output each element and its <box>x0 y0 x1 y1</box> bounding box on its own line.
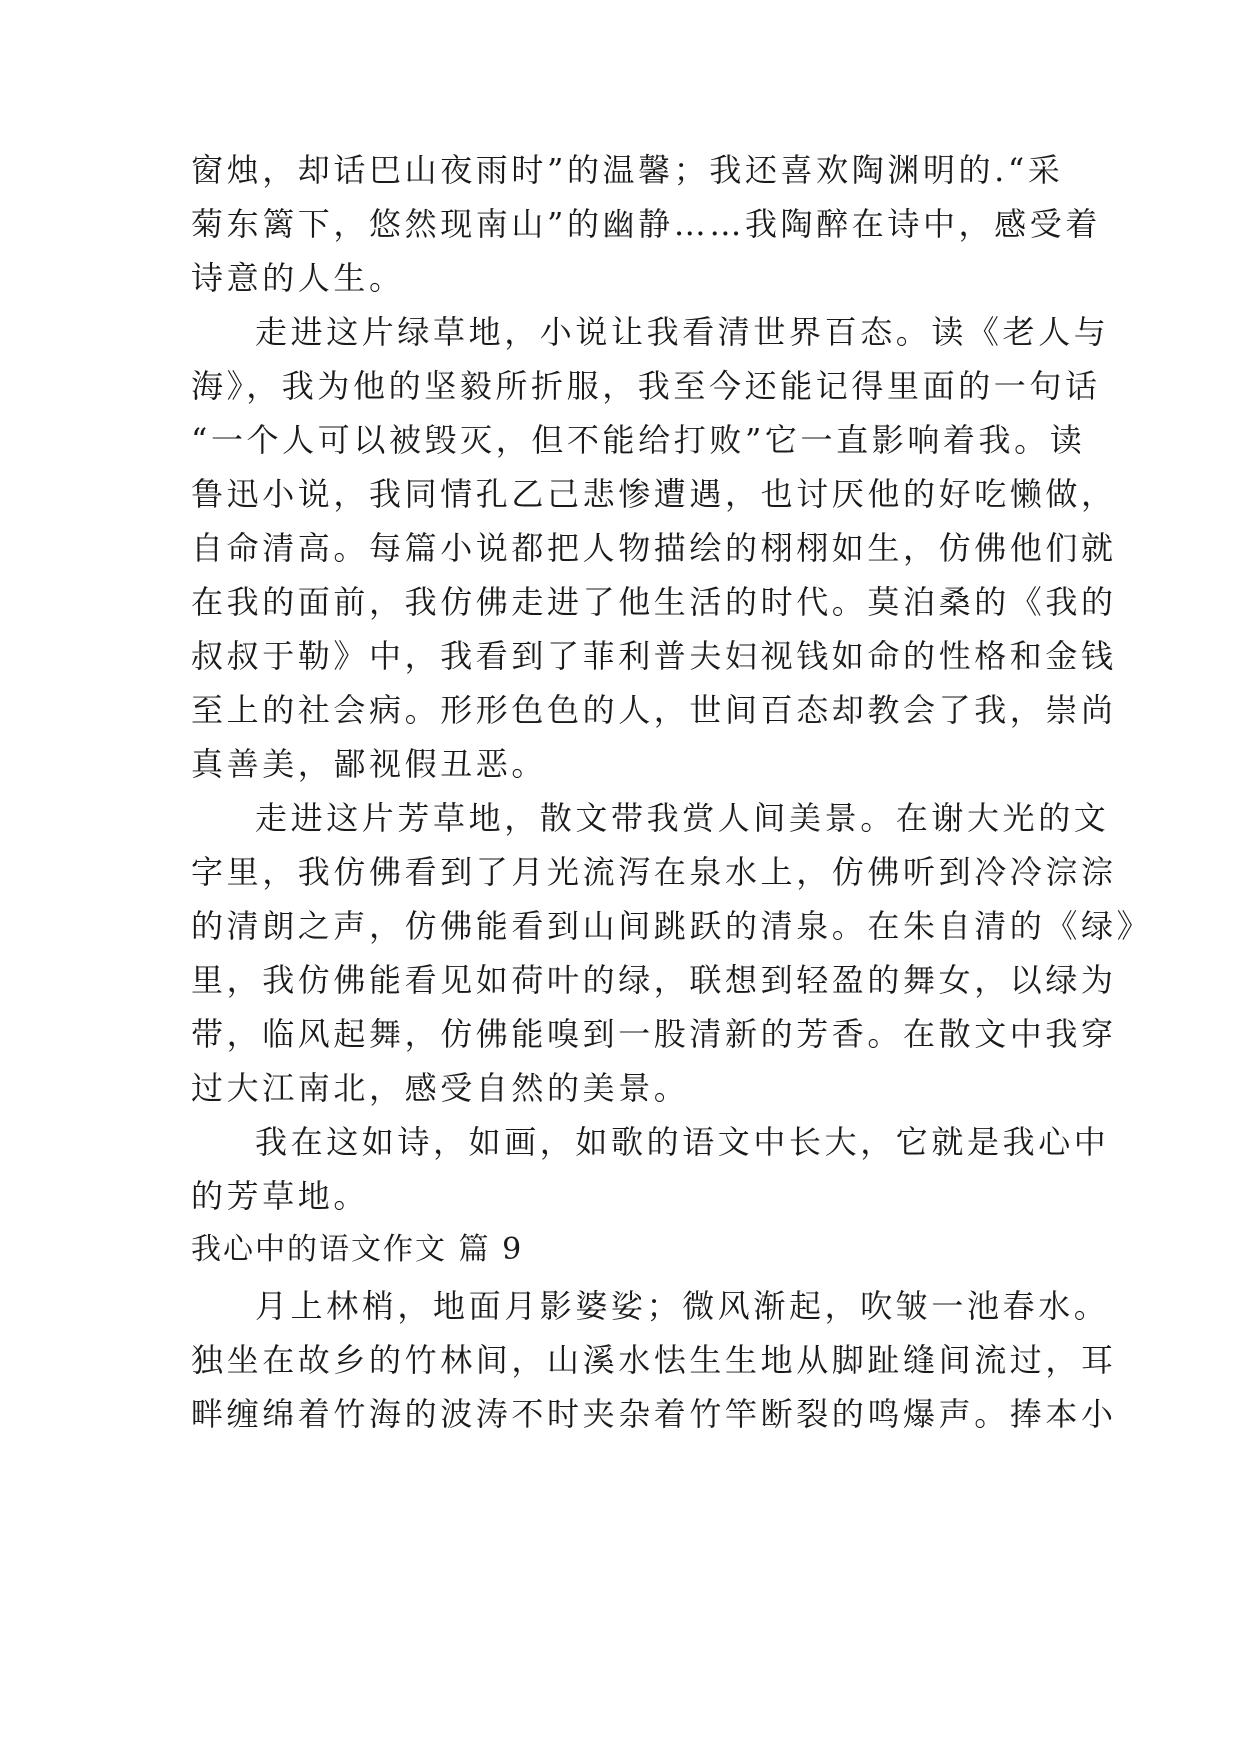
text-line: 在我的面前，我仿佛走进了他生活的时代。莫泊桑的《我的 <box>191 583 1117 621</box>
text-line: 自命清高。每篇小说都把人物描绘的栩栩如生，仿佛他们就 <box>191 529 1117 567</box>
text-line: 真善美，鄙视假丑恶。 <box>191 745 548 783</box>
text-line: 海》，我为他的坚毅所折服，我至今还能记得里面的一句话 <box>191 367 1101 405</box>
text-line: 独坐在故乡的竹林间，山溪水怯生生地从脚趾缝间流过，耳 <box>191 1341 1117 1379</box>
text-line: 鲁迅小说，我同情孔乙己悲惨遭遇，也讨厌他的好吃懒做， <box>191 475 1117 513</box>
text-line: 畔缠绵着竹海的波涛不时夹杂着竹竿断裂的鸣爆声。捧本小 <box>191 1395 1117 1433</box>
text-line: 带，临风起舞，仿佛能嗅到一股清新的芳香。在散文中我穿 <box>191 1015 1117 1053</box>
paragraph-start-line: 走进这片绿草地，小说让我看清世界百态。读《老人与 <box>255 313 1110 351</box>
text-line: 菊东篱下，悠然现南山”的幽静……我陶醉在诗中，感受着 <box>191 205 1101 243</box>
paragraph-start-line: 月上林梢，地面月影婆娑；微风渐起，吹皱一池春水。 <box>255 1287 1110 1325</box>
text-line: 诗意的人生。 <box>191 259 405 297</box>
text-line: 字里，我仿佛看到了月光流泻在泉水上，仿佛听到冷冷淙淙 <box>191 853 1117 891</box>
paragraph-start-line: 我在这如诗，如画，如歌的语文中长大，它就是我心中 <box>255 1123 1110 1161</box>
text-line: 里，我仿佛能看见如荷叶的绿，联想到轻盈的舞女，以绿为 <box>191 961 1117 999</box>
paragraph-start-line: 走进这片芳草地，散文带我赏人间美景。在谢大光的文 <box>255 799 1110 837</box>
text-line: “一个人可以被毁灭，但不能给打败”它一直影响着我。读 <box>191 421 1086 459</box>
text-line: 过大江南北，感受自然的美景。 <box>191 1069 690 1107</box>
section-heading: 我心中的语文作文 篇 9 <box>191 1232 524 1267</box>
text-line: 叔叔于勒》中，我看到了菲利普夫妇视钱如命的性格和金钱 <box>191 637 1117 675</box>
text-line: 至上的社会病。形形色色的人，世间百态却教会了我，崇尚 <box>191 691 1117 729</box>
text-line: 的芳草地。 <box>191 1177 370 1215</box>
text-line: 窗烛，却话巴山夜雨时”的温馨；我还喜欢陶渊明的.“采 <box>191 151 1064 189</box>
text-line: 的清朗之声，仿佛能看到山间跳跃的清泉。在朱自清的《绿》 <box>191 907 1153 945</box>
